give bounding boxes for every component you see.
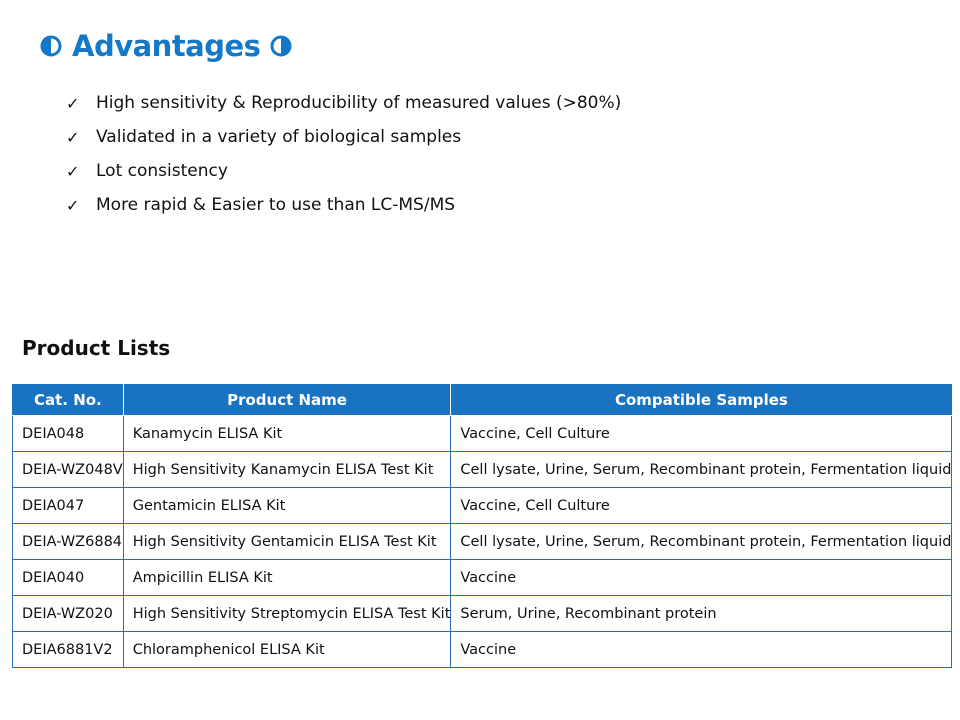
checkmark-icon: ✓ [66,93,80,113]
checkmark-icon: ✓ [66,161,80,181]
compatible-samples-cell: Vaccine [451,632,952,668]
table-header-row [13,385,952,416]
compatible-samples-cell: Vaccine, Cell Culture [451,416,952,452]
compatible-samples-cell: Serum, Urine, Recombinant protein [451,596,952,632]
advantages-heading [40,24,292,68]
column-header-cat-no: Cat. No. [13,385,124,416]
advantage-item [66,154,621,188]
product-name-cell: Chloramphenicol ELISA Kit [123,632,451,668]
checkmark-icon: ✓ [66,195,80,215]
checkmark-icon: ✓ [66,127,80,147]
cat-no-cell: DEIA048 [13,416,124,452]
column-header-product-name: Product Name [123,385,451,416]
product-name-cell: Gentamicin ELISA Kit [123,488,451,524]
product-name-cell: High Sensitivity Gentamicin ELISA Test Kit [123,524,451,560]
product-name-cell: High Sensitivity Kanamycin ELISA Test Kit [123,452,451,488]
compatible-samples-cell: Cell lysate, Urine, Serum, Recombinant protein, Fermentation liquid [451,452,952,488]
table-row [13,560,952,596]
cat-no-cell: DEIA-WZ020 [13,596,124,632]
advantage-item [66,120,621,154]
table-row [13,596,952,632]
advantage-text: High sensitivity & Reproducibility of measured values (>80%) [96,93,622,113]
compatible-samples-cell: Vaccine, Cell Culture [451,488,952,524]
product-table [12,384,952,668]
table-row [13,416,952,452]
advantages-list [66,86,621,222]
table-row [13,524,952,560]
advantages-title: Advantages [72,29,261,63]
half-circle-left-icon [40,35,62,57]
column-header-compatible-samples: Compatible Samples [451,385,952,416]
table-row [13,632,952,668]
cat-no-cell: DEIA040 [13,560,124,596]
advantage-item [66,188,621,222]
advantage-text: Lot consistency [96,161,228,181]
cat-no-cell: DEIA-WZ6884 [13,524,124,560]
compatible-samples-cell: Cell lysate, Urine, Serum, Recombinant protein, Fermentation liquid [451,524,952,560]
table-row [13,488,952,524]
product-lists-title: Product Lists [22,336,171,360]
table-row [13,452,952,488]
cat-no-cell: DEIA047 [13,488,124,524]
advantage-text: Validated in a variety of biological samples [96,127,462,147]
product-name-cell: Ampicillin ELISA Kit [123,560,451,596]
product-name-cell: High Sensitivity Streptomycin ELISA Test Kit [123,596,451,632]
product-name-cell: Kanamycin ELISA Kit [123,416,451,452]
advantage-text: More rapid & Easier to use than LC-MS/MS [96,195,456,215]
compatible-samples-cell: Vaccine [451,560,952,596]
half-circle-right-icon [270,35,292,57]
cat-no-cell: DEIA6881V2 [13,632,124,668]
advantage-item [66,86,621,120]
cat-no-cell: DEIA-WZ048V [13,452,124,488]
